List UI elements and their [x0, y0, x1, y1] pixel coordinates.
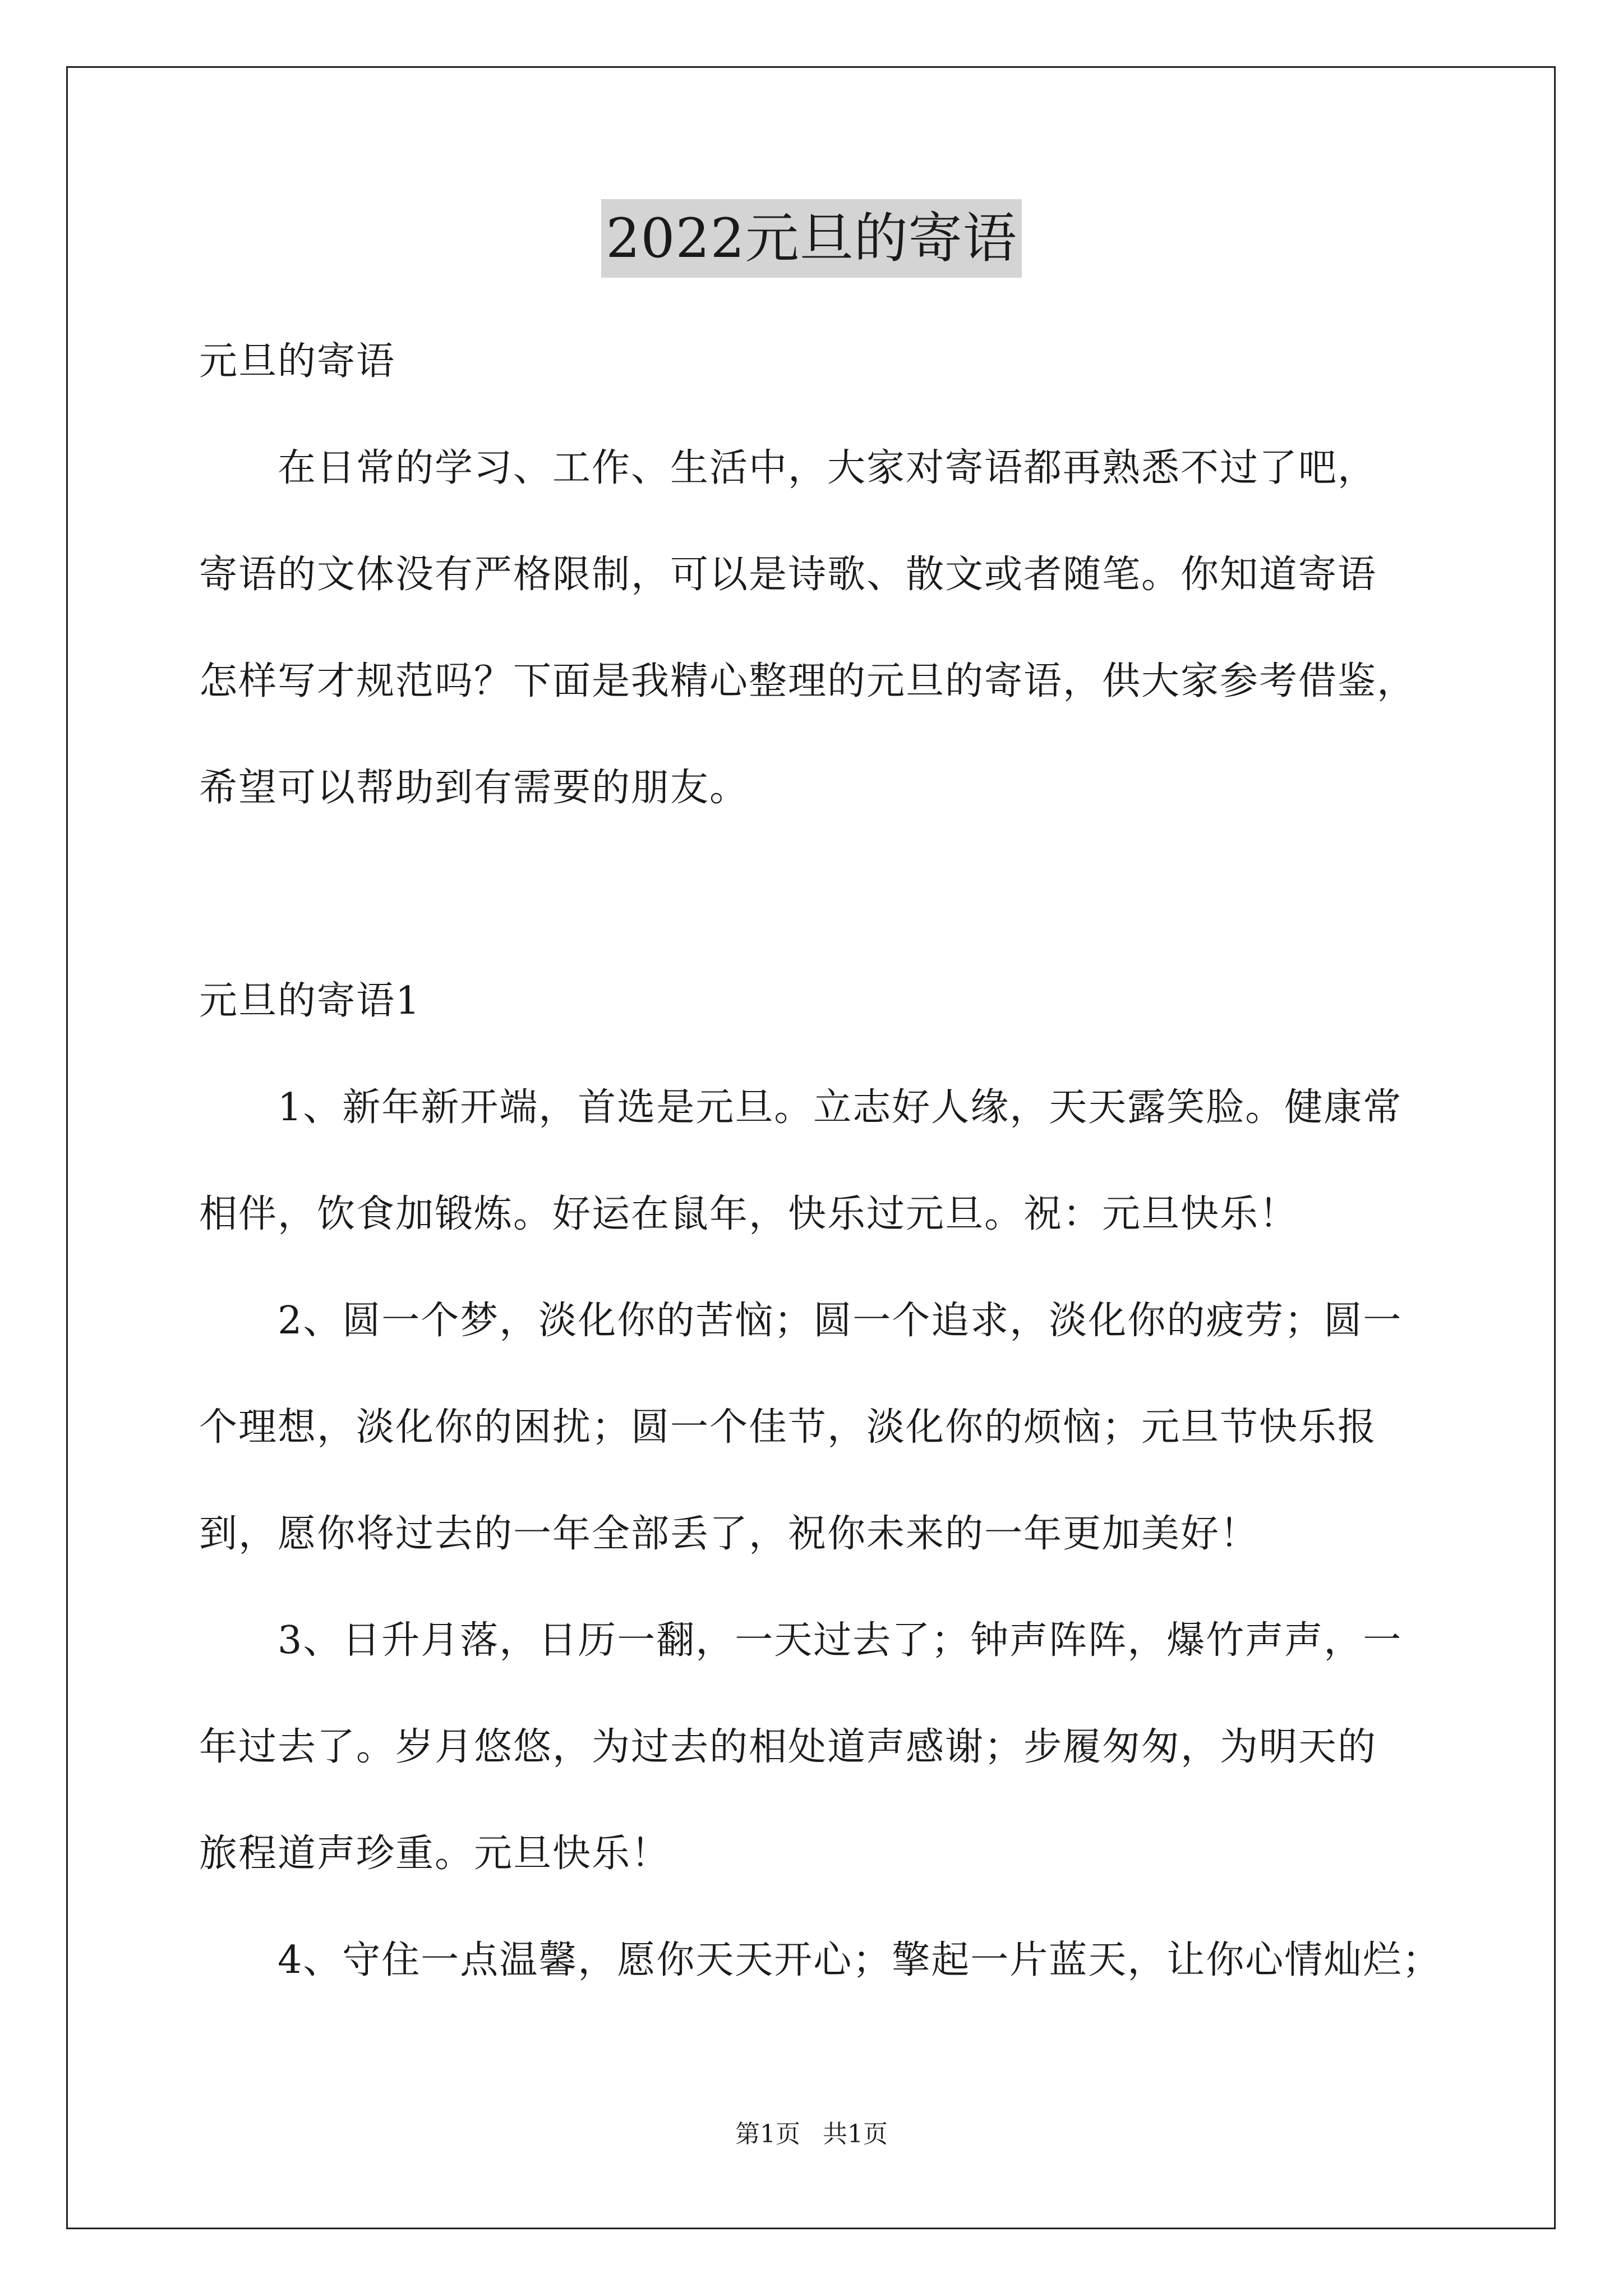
text-line: 2、圆一个梦，淡化你的苦恼；圆一个追求，淡化你的疲劳；圆一	[199, 1299, 1403, 1343]
page-number: 第1页	[735, 2120, 800, 2148]
page-footer	[0, 2118, 1623, 2151]
text-line: 到，愿你将过去的一年全部丢了，祝你未来的一年更加美好！	[199, 1512, 1260, 1556]
text-line: 相伴，饮食加锻炼。好运在鼠年，快乐过元旦。祝：元旦快乐！	[199, 1192, 1299, 1236]
text-line: 4、守住一点温馨，愿你天天开心；擎起一片蓝天，让你心情灿烂；	[199, 1938, 1442, 1982]
text-line: 希望可以帮助到有需要的朋友。	[199, 766, 749, 810]
text-line: 寄语的文体没有严格限制，可以是诗歌、散文或者随笔。你知道寄语	[199, 553, 1377, 597]
title-wrap	[0, 199, 1623, 278]
document-title: 2022元旦的寄语	[601, 199, 1021, 278]
document-body	[199, 337, 1455, 1986]
text-line: 元旦的寄语	[199, 339, 396, 384]
text-line: 旅程道声珍重。元旦快乐！	[199, 1832, 671, 1876]
text-line: 3、日升月落，日历一翻，一天过去了；钟声阵阵，爆竹声声，一	[199, 1618, 1403, 1663]
section-heading: 元旦的寄语1	[199, 979, 421, 1023]
text-line: 1、新年新开端，首选是元旦。立志好人缘，天天露笑脸。健康常	[199, 1085, 1403, 1130]
text-line: 年过去了。岁月悠悠，为过去的相处道声感谢；步履匆匆，为明天的	[199, 1725, 1377, 1769]
page-total: 共1页	[823, 2120, 888, 2148]
text-line: 个理想，淡化你的困扰；圆一个佳节，淡化你的烦恼；元旦节快乐报	[199, 1405, 1377, 1450]
text-line: 怎样写才规范吗？下面是我精心整理的元旦的寄语，供大家参考借鉴，	[199, 659, 1417, 703]
text-line: 在日常的学习、工作、生活中，大家对寄语都再熟悉不过了吧，	[199, 446, 1377, 490]
